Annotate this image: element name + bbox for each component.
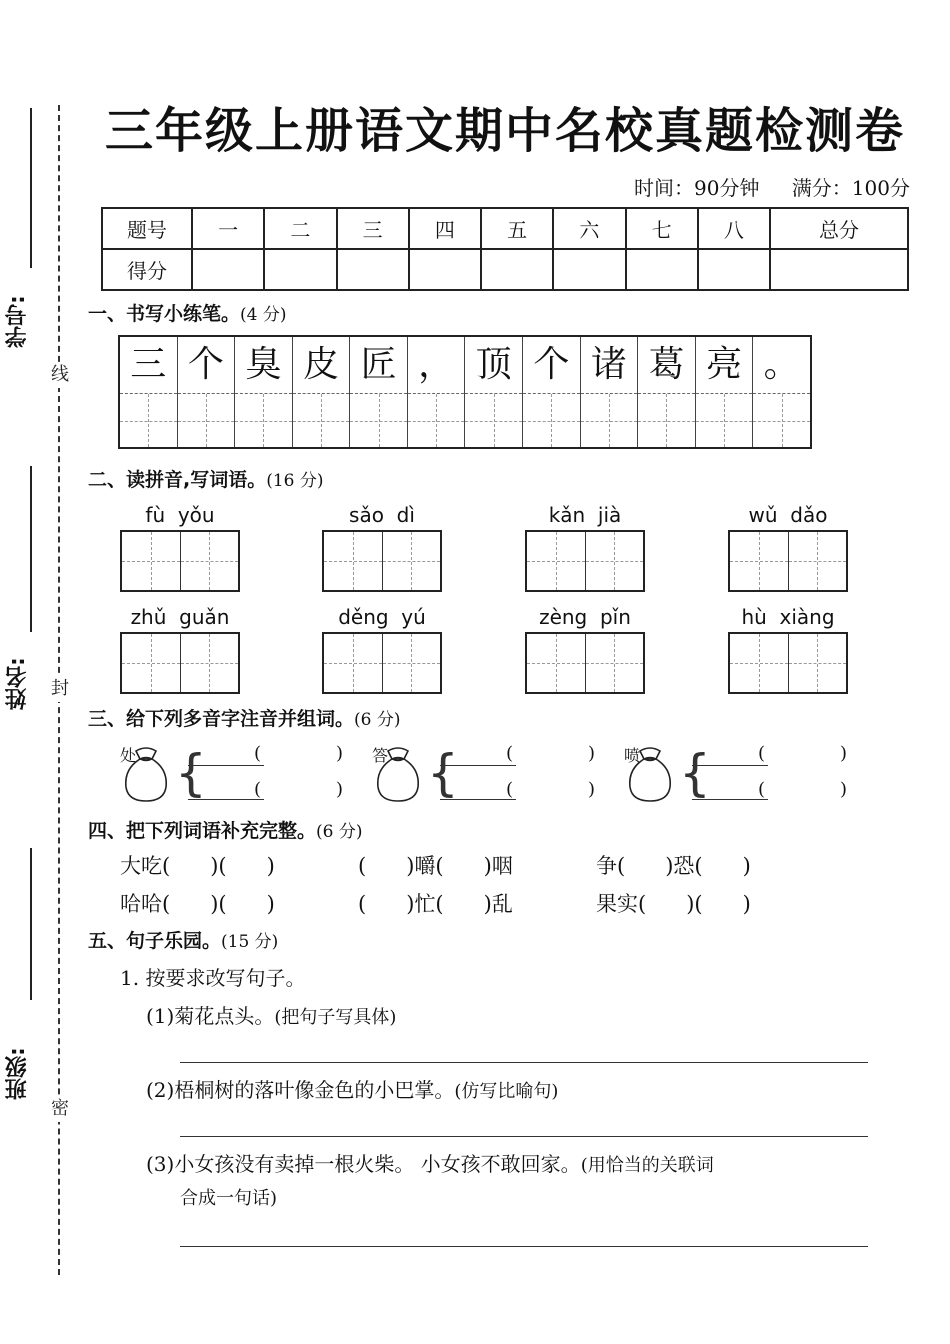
answer-box[interactable]	[120, 530, 240, 592]
polyphonic-char: 处	[120, 746, 137, 765]
student-id-label: 学号:	[5, 295, 30, 348]
answer-box[interactable]	[728, 530, 848, 592]
idiom-item[interactable]: 争( )恐( )	[596, 854, 751, 878]
sentence-2-note: (仿写比喻句)	[454, 1081, 559, 1102]
paren-open: (	[254, 743, 262, 764]
answer-cell[interactable]	[382, 634, 441, 692]
practice-cell[interactable]	[696, 393, 753, 447]
section2-title-text: 二、读拼音,写词语。	[88, 469, 267, 491]
idiom-item[interactable]: 大吃( )( )	[120, 854, 275, 878]
exam-full-score: 满分：100分	[791, 176, 910, 200]
writing-grid	[118, 335, 812, 449]
paren-close: )	[336, 779, 344, 800]
pinyin-item	[728, 604, 848, 694]
sentence-1-text: (1)菊花点头。	[146, 1004, 275, 1028]
answer-cell[interactable]	[730, 634, 788, 692]
paren-open: (	[506, 743, 514, 764]
section3-title	[88, 704, 401, 731]
answer-cell[interactable]	[122, 532, 180, 590]
score-header-cell: 八	[698, 208, 770, 249]
sentence-3-note2: 合成一句话)	[180, 1188, 278, 1209]
practice-cell[interactable]	[638, 393, 695, 447]
page-title: 三年级上册语文期中名校真题检测卷	[104, 103, 905, 159]
model-char: 个	[533, 344, 570, 385]
answer-box[interactable]	[120, 632, 240, 694]
pinyin-line[interactable]	[188, 799, 264, 800]
score-header-cell: 六	[553, 208, 625, 249]
brace-icon: {	[679, 744, 711, 802]
practice-cell[interactable]	[350, 393, 407, 447]
answer-cell[interactable]	[527, 634, 585, 692]
section1-title-text: 一、书写小练笔。	[88, 303, 241, 325]
score-header-cell: 七	[626, 208, 698, 249]
practice-cell[interactable]	[581, 393, 638, 447]
pinyin-item	[728, 502, 848, 592]
section2-title	[88, 465, 324, 492]
score-header-cell: 二	[264, 208, 336, 249]
model-char: 匠	[360, 344, 397, 385]
score-input-cell[interactable]	[481, 249, 553, 290]
sentence-2	[146, 1074, 558, 1103]
answer-line-2[interactable]	[180, 1136, 868, 1137]
writing-cell[interactable]	[120, 337, 178, 447]
class-label: 班级:	[5, 1047, 30, 1100]
brace-icon: {	[175, 744, 207, 802]
section5-title	[88, 926, 278, 953]
pinyin-item	[120, 502, 240, 592]
score-input-cell[interactable]	[698, 249, 770, 290]
practice-cell[interactable]	[408, 393, 465, 447]
answer-cell[interactable]	[788, 532, 847, 590]
sentence-1	[146, 1000, 396, 1029]
pinyin-text: zèng pǐn	[539, 605, 631, 629]
model-char: 诸	[590, 344, 627, 385]
sentence-3-cont	[180, 1184, 277, 1210]
pinyin-line[interactable]	[440, 799, 516, 800]
practice-cell[interactable]	[235, 393, 292, 447]
polyphonic-char: 喷	[624, 746, 641, 765]
class-line	[30, 848, 32, 1000]
pinyin-item	[525, 604, 645, 694]
pinyin-text: děng yú	[338, 605, 426, 629]
exam-time: 时间：90分钟	[634, 176, 760, 200]
model-char: 葛	[648, 344, 685, 385]
answer-cell[interactable]	[122, 634, 180, 692]
idiom-item[interactable]: ( )忙( )乱	[358, 892, 513, 916]
section3-points: (6 分)	[354, 710, 401, 730]
answer-box[interactable]	[728, 632, 848, 694]
seal-char-secret: 密	[49, 1096, 71, 1122]
pinyin-text: fù yǒu	[145, 503, 215, 527]
score-header-cell: 四	[409, 208, 481, 249]
pinyin-text: kǎn jià	[548, 503, 622, 527]
sentence-2-text: (2)梧桐树的落叶像金色的小巴掌。	[146, 1078, 455, 1102]
model-char: 臭	[245, 344, 282, 385]
writing-cell[interactable]	[178, 337, 236, 447]
section4-title-text: 四、把下列词语补充完整。	[88, 820, 317, 842]
writing-cell[interactable]	[350, 337, 408, 447]
writing-cell[interactable]	[235, 337, 293, 447]
section5-title-text: 五、句子乐园。	[88, 930, 222, 952]
model-char: 三	[130, 344, 167, 385]
practice-cell[interactable]	[293, 393, 350, 447]
writing-cell[interactable]	[638, 337, 696, 447]
answer-cell[interactable]	[585, 532, 644, 590]
idiom-item[interactable]: ( )嚼( )咽	[358, 854, 513, 878]
answer-cell[interactable]	[324, 634, 382, 692]
paren-close: )	[588, 743, 596, 764]
brace-icon: {	[427, 744, 459, 802]
pinyin-line[interactable]	[188, 765, 264, 766]
score-row-label: 得分	[102, 249, 192, 290]
score-header-cell: 题号	[102, 208, 192, 249]
model-char: 亮	[706, 344, 743, 385]
score-input-cell[interactable]	[626, 249, 698, 290]
exam-meta	[608, 172, 910, 201]
paren-close: )	[840, 743, 848, 764]
answer-line-3[interactable]	[180, 1246, 868, 1247]
seal-char-line: 线	[49, 362, 71, 388]
pinyin-item	[322, 502, 442, 592]
pinyin-item	[120, 604, 240, 694]
score-input-cell[interactable]	[409, 249, 481, 290]
answer-box[interactable]	[322, 632, 442, 694]
writing-cell[interactable]	[523, 337, 581, 447]
sentence-3-note: (用恰当的关联词	[580, 1155, 714, 1176]
model-char: ，	[418, 344, 455, 385]
score-table-score-row	[102, 249, 908, 290]
polyphonic-item	[624, 743, 864, 805]
section2-points: (16 分)	[266, 471, 324, 491]
answer-box[interactable]	[525, 632, 645, 694]
name-label: 姓名:	[5, 657, 30, 710]
score-header-cell: 五	[481, 208, 553, 249]
section1-points: (4 分)	[240, 305, 287, 325]
writing-cell[interactable]	[293, 337, 351, 447]
paren-open: (	[758, 743, 766, 764]
name-line	[30, 466, 32, 632]
writing-cell[interactable]	[753, 337, 810, 447]
pinyin-text: sǎo dì	[349, 503, 415, 527]
polyphonic-item	[120, 743, 360, 805]
practice-cell[interactable]	[465, 393, 522, 447]
paren-close: )	[840, 779, 848, 800]
pinyin-line[interactable]	[692, 765, 768, 766]
answer-cell[interactable]	[180, 634, 239, 692]
paren-open: (	[758, 779, 766, 800]
practice-cell[interactable]	[523, 393, 580, 447]
section1-title	[88, 299, 287, 326]
answer-box[interactable]	[525, 530, 645, 592]
polyphonic-item	[372, 743, 612, 805]
score-header-cell: 总分	[770, 208, 908, 249]
score-input-cell[interactable]	[770, 249, 908, 290]
practice-cell[interactable]	[120, 393, 177, 447]
answer-cell[interactable]	[585, 634, 644, 692]
score-header-cell: 一	[192, 208, 264, 249]
score-input-cell[interactable]	[337, 249, 409, 290]
score-table-header-row	[102, 208, 908, 249]
pinyin-item	[322, 604, 442, 694]
model-char: 。	[763, 344, 800, 385]
sentence-3-text: (3)小女孩没有卖掉一根火柴。 小女孩不敢回家。	[146, 1152, 581, 1176]
answer-cell[interactable]	[324, 532, 382, 590]
seal-char-seal: 封	[49, 676, 71, 702]
pinyin-line[interactable]	[692, 799, 768, 800]
model-char: 顶	[475, 344, 512, 385]
student-id-line	[30, 108, 32, 268]
pinyin-text: zhǔ guǎn	[130, 605, 230, 629]
score-input-cell[interactable]	[553, 249, 625, 290]
paren-close: )	[336, 743, 344, 764]
answer-cell[interactable]	[788, 634, 847, 692]
score-header-cell: 三	[337, 208, 409, 249]
pinyin-text: wǔ dǎo	[748, 503, 828, 527]
sentence-3	[146, 1148, 714, 1177]
practice-cell[interactable]	[753, 393, 810, 447]
answer-cell[interactable]	[180, 532, 239, 590]
answer-cell[interactable]	[527, 532, 585, 590]
paren-open: (	[506, 779, 514, 800]
idiom-item[interactable]: 哈哈( )( )	[120, 892, 275, 916]
section4-title	[88, 816, 363, 843]
question-5-1: 1. 按要求改写句子。	[120, 966, 306, 990]
paren-open: (	[254, 779, 262, 800]
section3-title-text: 三、给下列多音字注音并组词。	[88, 708, 355, 730]
writing-cell[interactable]	[581, 337, 639, 447]
paren-close: )	[588, 779, 596, 800]
score-input-cell[interactable]	[264, 249, 336, 290]
answer-cell[interactable]	[382, 532, 441, 590]
polyphonic-char: 答	[372, 746, 389, 765]
pinyin-item	[525, 502, 645, 592]
answer-cell[interactable]	[730, 532, 788, 590]
sentence-1-note: (把句子写具体)	[274, 1007, 397, 1028]
section5-points: (15 分)	[221, 932, 279, 952]
writing-cell[interactable]	[465, 337, 523, 447]
pinyin-text: hù xiàng	[741, 605, 835, 629]
score-table	[101, 207, 909, 291]
answer-line-1[interactable]	[180, 1062, 868, 1063]
model-char: 皮	[303, 344, 340, 385]
writing-cell[interactable]	[408, 337, 466, 447]
model-char: 个	[187, 344, 224, 385]
score-input-cell[interactable]	[192, 249, 264, 290]
pinyin-line[interactable]	[440, 765, 516, 766]
practice-cell[interactable]	[178, 393, 235, 447]
idiom-item[interactable]: 果实( )( )	[596, 892, 751, 916]
answer-box[interactable]	[322, 530, 442, 592]
section4-points: (6 分)	[316, 822, 363, 842]
writing-cell[interactable]	[696, 337, 754, 447]
